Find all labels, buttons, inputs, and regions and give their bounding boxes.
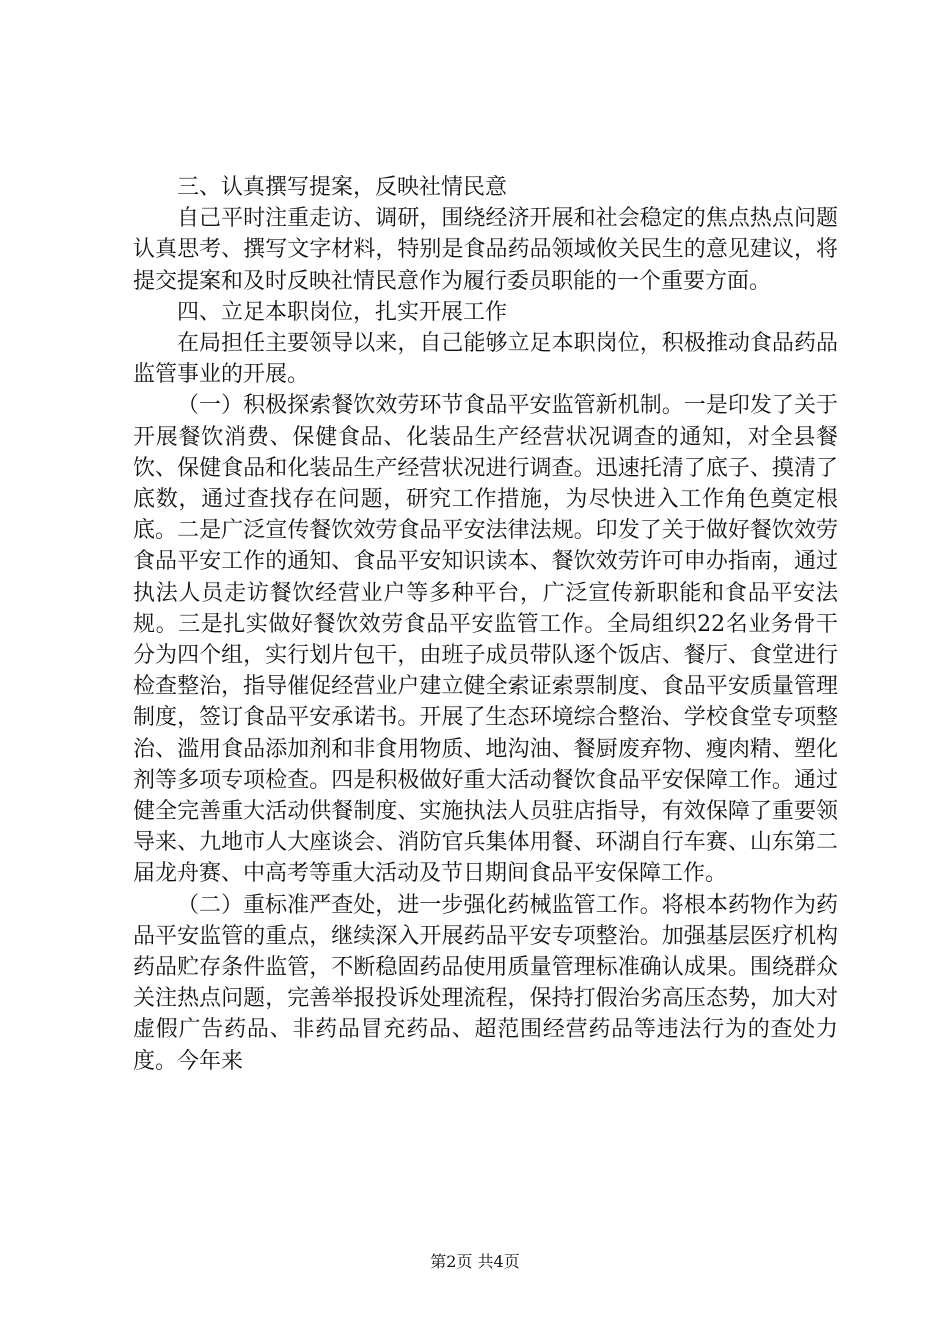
document-body: [133, 172, 838, 1077]
paragraph: （一）积极探索餐饮效劳环节食品平安监管新机制。一是印发了关于开展餐饮消费、保健食品、化装品生产经营状况调查的通知，对全县餐饮、保健食品和化装品生产经营状况进行调查。迅速托清了底子、摸清了底数，通过查找存在问题，研究工作措施，为尽快进入工作角色奠定根底。二是广泛宣传餐饮效劳食品平安法律法规。印发了关于做好餐饮效劳食品平安工作的通知、食品平安知识读本、餐饮效劳许可申办指南，通过执法人员走访餐饮经营业户等多种平台，广泛宣传新职能和食品平安法规。三是扎实做好餐饮效劳食品平安监管工作。全局组织22名业务骨干分为四个组，实行划片包干，由班子成员带队逐个饭店、餐厅、食堂进行检查整治，指导催促经营业户建立健全索证索票制度、食品平安质量管理制度，签订食品平安承诺书。开展了生态环境综合整治、学校食堂专项整治、滥用食品添加剂和非食用物质、地沟油、餐厨废弃物、瘦肉精、塑化剂等多项专项检查。四是积极做好重大活动餐饮食品平安保障工作。通过健全完善重大活动供餐制度、实施执法人员驻店指导，有效保障了重要领导来、九地市人大座谈会、消防官兵集体用餐、环湖自行车赛、山东第二届龙舟赛、中高考等重大活动及节日期间食品平安保障工作。: [133, 393, 838, 887]
section-heading-4: 四、立足本职岗位，扎实开展工作: [177, 299, 508, 325]
paragraph: 在局担任主要领导以来，自己能够立足本职岗位，积极推动食品药品监管事业的开展。: [133, 331, 838, 388]
section-heading-3: 三、认真撰写提案，反映社情民意: [177, 175, 508, 200]
paragraph: 自己平时注重走访、调研，围绕经济开展和社会稳定的焦点热点问题认真思考、撰写文字材料，特别是食品药品领域攸关民生的意见建议，将提交提案和及时反映社情民意作为履行委员职能的一个重要方面。: [133, 206, 838, 294]
page-footer: 第2页 共4页: [430, 1252, 520, 1271]
paragraph: （二）重标准严查处，进一步强化药械监管工作。将根本药物作为药品平安监管的重点，继续深入开展药品平安专项整治。加强基层医疗机构药品贮存条件监管，不断稳固药品使用质量管理标准确认成果。围绕群众关注热点问题，完善举报投诉处理流程，保持打假治劣高压态势，加大对虚假广告药品、非药品冒充药品、超范围经营药品等违法行为的查处力度。今年来: [133, 892, 838, 1074]
